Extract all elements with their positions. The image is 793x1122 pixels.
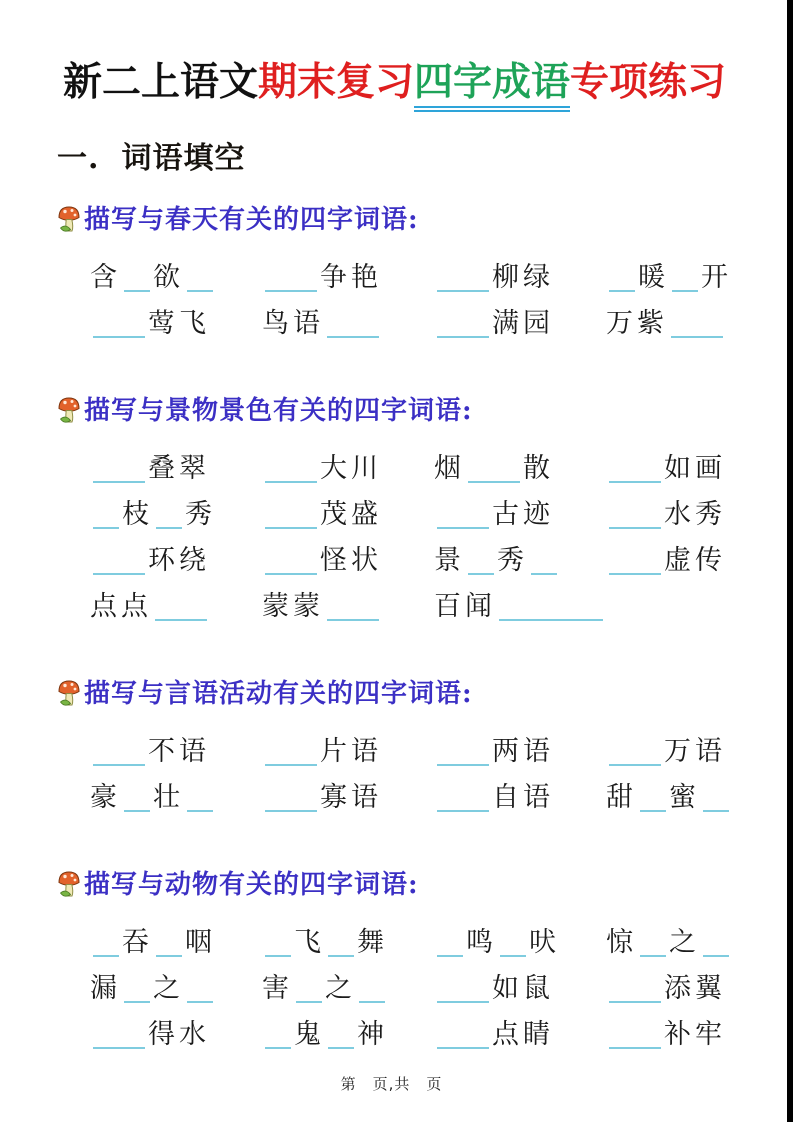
idiom-chars: 含 xyxy=(90,261,121,293)
idiom-cell xyxy=(606,775,778,814)
fill-in-blank xyxy=(609,547,661,575)
fill-in-blank xyxy=(155,593,207,621)
fill-in-blank xyxy=(265,547,317,575)
idiom-cell xyxy=(262,775,434,814)
fill-in-blank xyxy=(93,310,145,338)
section-name: 词语填空 xyxy=(121,140,246,176)
mushroom-icon xyxy=(57,679,81,707)
idiom-cell xyxy=(90,446,262,485)
fill-in-blank xyxy=(124,975,150,1003)
scan-edge-shadow xyxy=(787,0,793,1122)
idiom-chars: 如画 xyxy=(664,452,726,484)
fill-in-blank xyxy=(703,784,729,812)
idiom-chars: 吠 xyxy=(529,926,560,958)
idiom-cell xyxy=(90,492,262,531)
idiom-chars: 柳绿 xyxy=(492,261,554,293)
fill-in-blank xyxy=(437,975,489,1003)
fill-in-blank xyxy=(265,264,317,292)
idiom-cell xyxy=(434,920,606,959)
idiom-chars: 得水 xyxy=(148,1018,210,1050)
idiom-cell xyxy=(262,301,434,340)
fill-in-blank xyxy=(640,784,666,812)
idiom-cell xyxy=(262,538,434,577)
idiom-cell xyxy=(90,255,262,294)
idiom-chars: 之 xyxy=(669,926,700,958)
idiom-chars: 不语 xyxy=(148,735,210,767)
group-heading-text: 描写与景物景色有关的四字词语: xyxy=(84,395,473,426)
fill-in-blank xyxy=(609,264,635,292)
idiom-chars: 茂盛 xyxy=(320,498,382,530)
idiom-chars: 之 xyxy=(153,972,184,1004)
idiom-chars: 怪状 xyxy=(320,544,382,576)
fill-in-blank xyxy=(468,547,494,575)
fill-in-blank xyxy=(93,547,145,575)
fill-in-blank xyxy=(156,929,182,957)
idiom-chars: 添翼 xyxy=(664,972,726,1004)
fill-in-blank xyxy=(93,929,119,957)
idiom-cell xyxy=(90,920,262,959)
idiom-chars: 欲 xyxy=(153,261,184,293)
word-row xyxy=(90,439,773,485)
word-group-1 xyxy=(57,199,773,340)
idiom-chars: 漏 xyxy=(90,972,121,1004)
title-part-green-underlined: 四字成语 xyxy=(414,59,570,112)
fill-in-blank xyxy=(672,264,698,292)
fill-in-blank xyxy=(437,738,489,766)
fill-in-blank xyxy=(93,1021,145,1049)
idiom-chars: 开 xyxy=(701,261,732,293)
idiom-cell xyxy=(262,446,434,485)
idiom-chars: 大川 xyxy=(320,452,382,484)
fill-in-blank xyxy=(93,738,145,766)
word-row xyxy=(90,722,773,768)
fill-in-blank xyxy=(609,738,661,766)
word-row xyxy=(90,959,773,1005)
fill-in-blank xyxy=(359,975,385,1003)
idiom-cell xyxy=(606,301,778,340)
idiom-cell xyxy=(90,729,262,768)
group-heading-text: 描写与动物有关的四字词语: xyxy=(84,869,419,900)
idiom-chars: 鸣 xyxy=(466,926,497,958)
fill-in-blank xyxy=(499,593,603,621)
fill-in-blank xyxy=(671,310,723,338)
idiom-chars: 烟 xyxy=(434,452,465,484)
idiom-chars: 壮 xyxy=(153,781,184,813)
title-part-red: 专项练习 xyxy=(570,59,727,105)
idiom-cell xyxy=(90,775,262,814)
idiom-chars: 百闻 xyxy=(434,590,496,622)
idiom-chars: 鸟语 xyxy=(262,307,324,339)
idiom-chars: 飞 xyxy=(294,926,325,958)
word-row xyxy=(90,913,773,959)
idiom-cell xyxy=(434,584,606,623)
idiom-chars: 如鼠 xyxy=(492,972,554,1004)
fill-in-blank xyxy=(328,1021,354,1049)
idiom-chars: 秀 xyxy=(185,498,216,530)
fill-in-blank xyxy=(187,975,213,1003)
group-heading xyxy=(57,673,773,710)
idiom-chars: 鬼 xyxy=(294,1018,325,1050)
fill-in-blank xyxy=(156,501,182,529)
idiom-chars: 散 xyxy=(523,452,554,484)
fill-in-blank xyxy=(437,1021,489,1049)
idiom-chars: 虚传 xyxy=(664,544,726,576)
group-heading xyxy=(57,864,773,901)
idiom-cell xyxy=(262,1012,434,1051)
group-heading-text: 描写与春天有关的四字词语: xyxy=(84,204,419,235)
idiom-chars: 豪 xyxy=(90,781,121,813)
fill-in-blank xyxy=(703,929,729,957)
fill-in-blank xyxy=(437,501,489,529)
idiom-chars: 满园 xyxy=(492,307,554,339)
idiom-chars: 神 xyxy=(357,1018,388,1050)
fill-in-blank xyxy=(265,1021,291,1049)
groups xyxy=(57,199,773,1051)
mushroom-icon xyxy=(57,205,81,233)
fill-in-blank xyxy=(437,310,489,338)
idiom-chars: 莺飞 xyxy=(148,307,210,339)
idiom-chars: 景 xyxy=(434,544,465,576)
idiom-chars: 枝 xyxy=(122,498,153,530)
idiom-cell xyxy=(262,920,434,959)
fill-in-blank xyxy=(265,929,291,957)
title-part-black: 新二上语文 xyxy=(63,59,259,105)
fill-in-blank xyxy=(296,975,322,1003)
idiom-chars: 万语 xyxy=(664,735,726,767)
word-row xyxy=(90,248,773,294)
idiom-chars: 叠翠 xyxy=(148,452,210,484)
fill-in-blank xyxy=(327,593,379,621)
idiom-cell xyxy=(262,966,434,1005)
idiom-cell xyxy=(434,492,606,531)
idiom-cell xyxy=(606,492,778,531)
idiom-chars: 甜 xyxy=(606,781,637,813)
fill-in-blank xyxy=(609,1021,661,1049)
idiom-chars: 蜜 xyxy=(669,781,700,813)
fill-in-blank xyxy=(327,310,379,338)
idiom-chars: 片语 xyxy=(320,735,382,767)
idiom-cell xyxy=(434,966,606,1005)
idiom-cell xyxy=(606,538,778,577)
word-group-3 xyxy=(57,673,773,814)
idiom-cell xyxy=(90,1012,262,1051)
idiom-cell xyxy=(606,729,778,768)
idiom-cell xyxy=(434,255,606,294)
section-number: 一. xyxy=(57,140,100,176)
idiom-cell xyxy=(606,920,778,959)
fill-in-blank xyxy=(124,264,150,292)
idiom-cell xyxy=(434,1012,606,1051)
idiom-chars: 惊 xyxy=(606,926,637,958)
idiom-cell xyxy=(90,538,262,577)
word-row xyxy=(90,577,773,623)
fill-in-blank xyxy=(265,501,317,529)
idiom-chars: 点睛 xyxy=(492,1018,554,1050)
idiom-chars: 点点 xyxy=(90,590,152,622)
idiom-chars: 两语 xyxy=(492,735,554,767)
idiom-chars: 害 xyxy=(262,972,293,1004)
fill-in-blank xyxy=(265,455,317,483)
fill-in-blank xyxy=(124,784,150,812)
idiom-chars: 争艳 xyxy=(320,261,382,293)
idiom-cell xyxy=(262,584,434,623)
idiom-chars: 吞 xyxy=(122,926,153,958)
fill-in-blank xyxy=(609,975,661,1003)
idiom-chars: 古迹 xyxy=(492,498,554,530)
fill-in-blank xyxy=(265,784,317,812)
page-footer: 第 页,共 页 xyxy=(340,1075,443,1093)
word-row xyxy=(90,294,773,340)
idiom-chars: 咽 xyxy=(185,926,216,958)
word-group-4 xyxy=(57,864,773,1051)
idiom-chars: 水秀 xyxy=(664,498,726,530)
idiom-cell xyxy=(262,255,434,294)
fill-in-blank xyxy=(187,264,213,292)
fill-in-blank xyxy=(328,929,354,957)
idiom-cell xyxy=(606,966,778,1005)
fill-in-blank xyxy=(93,455,145,483)
idiom-cell xyxy=(434,538,606,577)
idiom-cell xyxy=(90,966,262,1005)
group-heading xyxy=(57,390,773,427)
fill-in-blank xyxy=(187,784,213,812)
fill-in-blank xyxy=(609,501,661,529)
idiom-chars: 万紫 xyxy=(606,307,668,339)
fill-in-blank xyxy=(93,501,119,529)
idiom-cell xyxy=(434,729,606,768)
idiom-cell xyxy=(434,446,606,485)
fill-in-blank xyxy=(500,929,526,957)
fill-in-blank xyxy=(609,455,661,483)
idiom-chars: 秀 xyxy=(497,544,528,576)
group-heading xyxy=(57,199,773,236)
word-row xyxy=(90,531,773,577)
fill-in-blank xyxy=(468,455,520,483)
fill-in-blank xyxy=(437,929,463,957)
fill-in-blank xyxy=(437,784,489,812)
idiom-cell xyxy=(606,446,778,485)
group-heading-text: 描写与言语活动有关的四字词语: xyxy=(84,678,473,709)
idiom-cell xyxy=(434,775,606,814)
fill-in-blank xyxy=(437,264,489,292)
idiom-cell xyxy=(434,301,606,340)
idiom-cell xyxy=(90,584,262,623)
idiom-cell xyxy=(606,255,778,294)
word-row xyxy=(90,1005,773,1051)
idiom-chars: 自语 xyxy=(492,781,554,813)
idiom-chars: 环绕 xyxy=(148,544,210,576)
idiom-chars: 补牢 xyxy=(664,1018,726,1050)
word-row xyxy=(90,485,773,531)
page-title xyxy=(63,56,773,109)
idiom-cell xyxy=(262,729,434,768)
word-group-2 xyxy=(57,390,773,623)
word-row xyxy=(90,768,773,814)
idiom-cell xyxy=(606,1012,778,1051)
title-part-red: 期末复习 xyxy=(258,59,415,105)
fill-in-blank xyxy=(640,929,666,957)
idiom-cell xyxy=(90,301,262,340)
idiom-chars: 舞 xyxy=(357,926,388,958)
mushroom-icon xyxy=(57,396,81,424)
idiom-chars: 暖 xyxy=(638,261,669,293)
idiom-chars: 蒙蒙 xyxy=(262,590,324,622)
fill-in-blank xyxy=(265,738,317,766)
idiom-cell xyxy=(262,492,434,531)
fill-in-blank xyxy=(531,547,557,575)
idiom-chars: 寡语 xyxy=(320,781,382,813)
idiom-chars: 之 xyxy=(325,972,356,1004)
section-heading xyxy=(57,133,773,177)
mushroom-icon xyxy=(57,870,81,898)
